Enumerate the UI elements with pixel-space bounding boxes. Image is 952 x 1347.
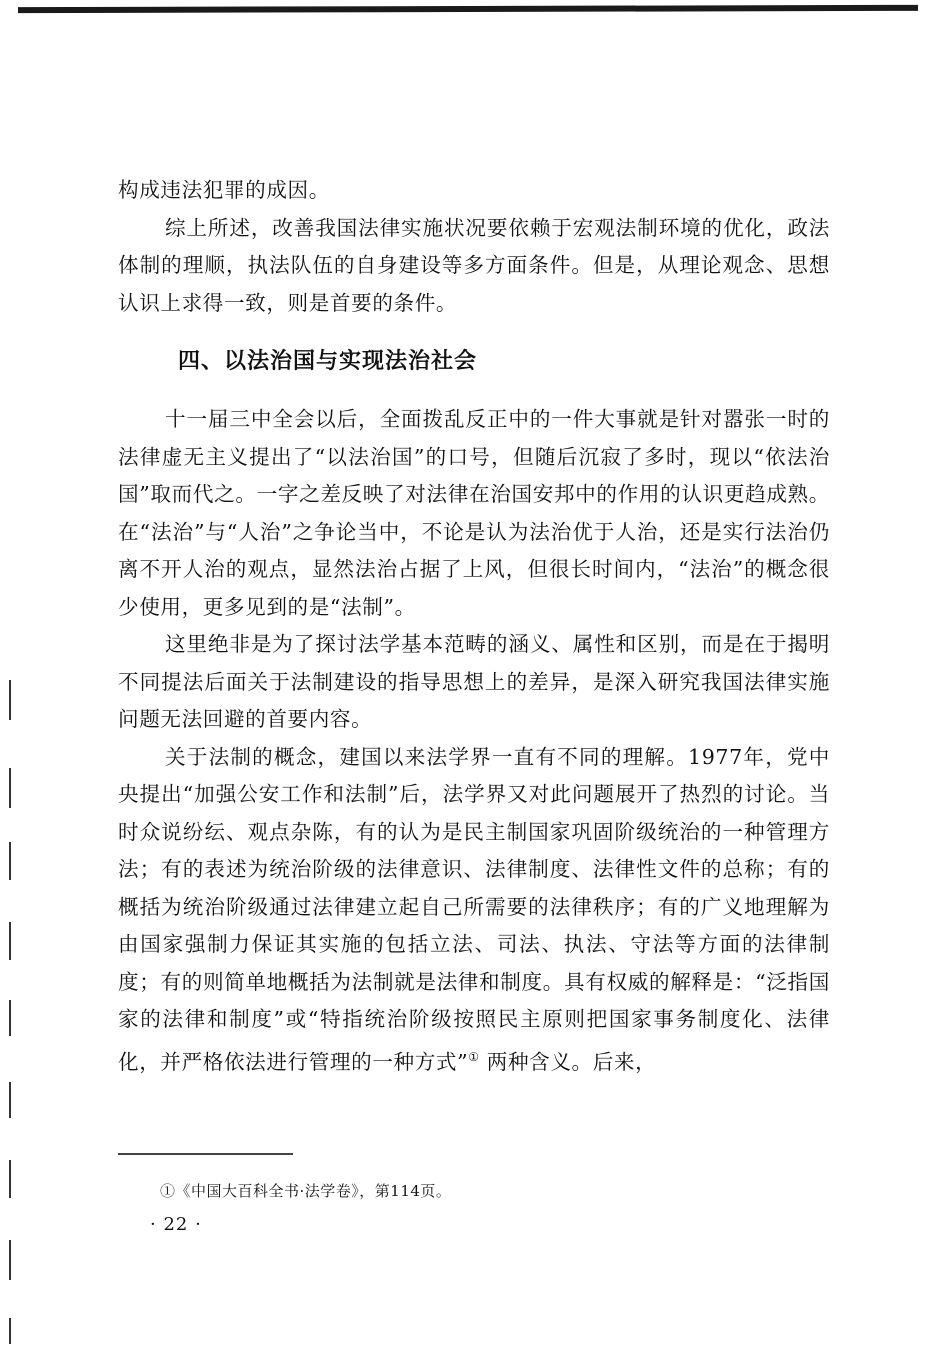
margin-mark bbox=[9, 1318, 11, 1344]
margin-mark bbox=[9, 1160, 11, 1198]
margin-mark bbox=[9, 1000, 11, 1036]
page-number: · 22 · bbox=[150, 1214, 202, 1235]
paragraph-text: 两种含义。后来， bbox=[486, 1049, 657, 1074]
paragraph: 十一届三中全会以后，全面拨乱反正中的一件大事就是针对嚣张一时的法律虚无主义提出了“以法治国”的口号，但随后沉寂了多时，现以“依法治国”取而代之。一字之差反映了对法律在治国安邦中的作用的认识更趋成熟。在“法治”与“人治”之争论当中，不论是认为法治优于人治，还是实行法治仍离不开人治的观点，显然法治占据了上风，但很长时间内，“法治”的概念很少使用，更多见到的是“法制”。 bbox=[118, 407, 830, 619]
margin-mark bbox=[9, 922, 11, 960]
margin-mark bbox=[9, 1240, 11, 1280]
margin-mark bbox=[9, 1082, 11, 1118]
paragraph-summary: 综上所述，改善我国法律实施状况要依赖于宏观法制环境的优化，政法体制的理顺，执法队伍的自身建设等多方面条件。但是，从理论观念、思想认识上求得一致，则是首要的条件。 bbox=[118, 215, 830, 315]
paragraph: 这里绝非是为了探讨法学基本范畴的涵义、属性和区别，而是在于揭明不同提法后面关于法制建设的指导思想上的差异，是深入研究我国法律实施问题无法回避的首要内容。 bbox=[118, 632, 830, 731]
footnote: ①《中国大百科全书·法学卷》，第114页。 bbox=[160, 1182, 452, 1200]
margin-mark bbox=[9, 680, 11, 720]
paragraph-continuation: 构成违法犯罪的成因。 bbox=[118, 178, 330, 202]
section-heading: 四、以法治国与实现法治社会 bbox=[178, 349, 478, 374]
footnote-marker: ① bbox=[468, 1049, 480, 1064]
page-body bbox=[118, 172, 830, 1081]
top-rule bbox=[18, 5, 918, 13]
footnote-rule bbox=[118, 1153, 293, 1155]
paragraph-text: 关于法制的概念，建国以来法学界一直有不同的理解。1977年，党中央提出“加强公安工作和法制”后，法学界又对此问题展开了热烈的讨论。当时众说纷纭、观点杂陈，有的认为是民主制国家巩固阶级统治的一种管理方法；有的表述为统治阶级的法律意识、法律制度、法律性文件的总称；有的概括为统治阶级通过法律建立起自己所需要的法律秩序；有的广义地理解为由国家强制力保证其实施的包括立法、司法、执法、守法等方面的法律制度；有的则简单地概括为法制就是法律和制度。具有权威的解释是：“泛指国家的法律和制度”或“特指统治阶级按照民主原则把国家事务制度化、法律化，并严格依法进行管理的一种方式” bbox=[118, 744, 830, 1074]
margin-mark bbox=[9, 768, 11, 808]
paragraph bbox=[118, 739, 830, 1082]
margin-mark bbox=[9, 842, 11, 880]
